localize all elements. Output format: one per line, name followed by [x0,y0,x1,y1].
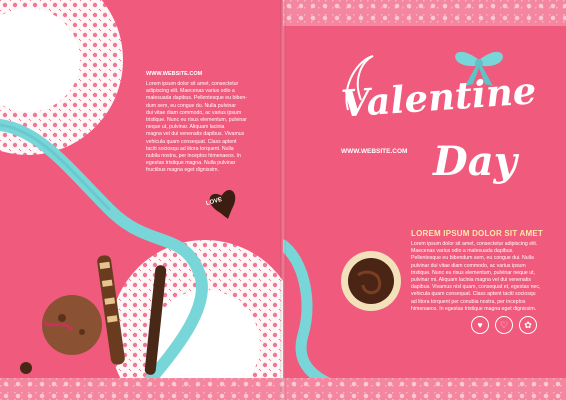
choc-ball [20,362,32,374]
right-page [283,0,566,400]
lace-border-top [283,0,566,26]
text-line: dui vitae diam commodo, ac varius ipsum [146,109,242,116]
right-website: WWW.WEBSITE.COM [341,148,408,155]
text-line: pulvinar dui vitae diam commodo, ac varius ipsum [411,262,526,269]
text-line: nubila nostra, per inceptos himenaeos. In [146,153,241,160]
text-line: taciti sociosqu ad litora torquent. Nulla [146,145,234,152]
love-chocolate [205,189,240,222]
text-line: tristique. Nunc eu risus elementum, pulvinar [146,117,247,124]
right-body-text [411,241,551,313]
title-valentine: Valentine [339,68,538,126]
text-line: himenaeos. In egestas tristique magna eget dignissim. [411,305,537,312]
text-line: Lorem ipsum dolor sit amet, consectetur adipiscing elit. [411,241,538,247]
text-line: pulvinar mi. Aliquam lacinia magna vel dui venenatis [411,277,531,284]
cookie [42,295,102,355]
text-line: Lorem ipsum dolor sit amet, consectetur [146,81,239,87]
text-line: malesuada dapibus. Pellentesque eu biben- [146,95,247,102]
love-label: LOVE [205,196,223,208]
heart-arrow-icon: ♥ [471,316,489,334]
text-line: magna vel dui venenatis dapibus. Vivamus [146,131,245,138]
right-decor [283,0,566,400]
text-line: dapibus. Vivamus nisl quam, consequat et, egestas nec, [411,284,541,291]
text-line: Maecenas varius odio a malesuada dapibus. [411,248,514,255]
text-line: adipiscing elit. Maecenas varius odio a [146,88,235,95]
flower-icon: ✿ [519,316,537,334]
title-day: Day [433,138,517,185]
chocolate-tart [341,251,401,311]
text-line: vehicula quam consequat. Class aptent taciti sociosqu [411,291,536,298]
section-heading: LOREM IPSUM DOLOR SIT AMET [411,229,544,238]
text-line: fructibus magna eget dignissim. [146,167,219,174]
left-body-text [146,81,254,175]
text-line: egestas tristique magna. Nulla pulvinar [146,160,236,167]
text-line: Pellentesque eu bibendum sem, eu congue dui. Nulla [411,255,534,262]
page-fold [280,0,286,400]
text-line: ad litora torquent per conubia nostra, per inceptos [411,298,526,305]
text-line: dum sem, eu congue du. Nulla pulvinar [146,102,236,109]
text-line: neque ut, pulvinar. Aliquam lacinia [146,124,225,131]
text-line: tristique. Nunc eu risus elementum, pulvinar neque ut, [411,269,535,276]
heart-hands-icon: ♡ [495,316,513,334]
left-website: WWW.WEBSITE.COM [146,71,203,77]
text-line: vehicula quam consequat. Class aptent [146,138,237,145]
